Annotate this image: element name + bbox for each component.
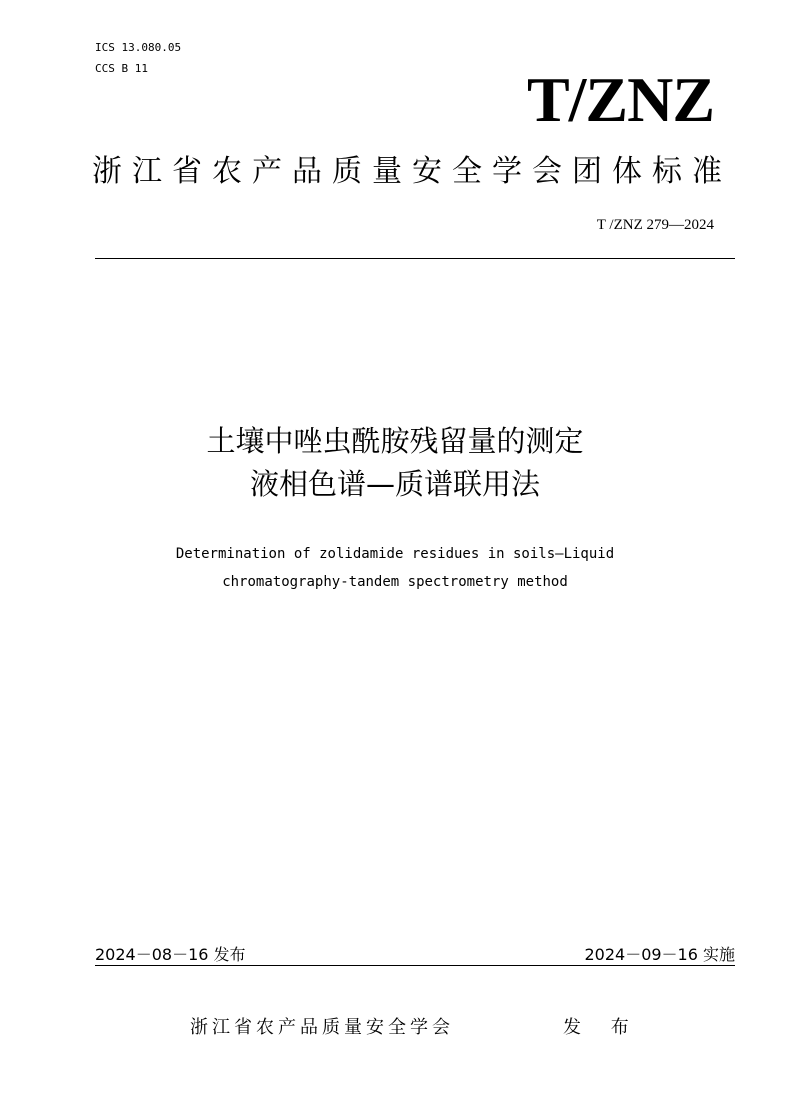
publish-label: 发 布	[563, 1017, 641, 1038]
publish-date: 2024－08－16 发布	[95, 945, 246, 964]
standard-logo: T/ZNZ	[526, 64, 714, 135]
bottom-divider	[95, 965, 735, 966]
english-title-line-2: chromatography-tandem spectrometry method	[222, 574, 568, 590]
standard-number: T /ZNZ 279—2024	[596, 217, 714, 233]
ccs-code: CCS B 11	[95, 62, 148, 75]
publisher-name: 浙江省农产品质量安全学会	[190, 1017, 454, 1038]
chinese-title-line-1: 土壤中唑虫酰胺残留量的测定	[206, 424, 584, 458]
chinese-title-line-2: 液相色谱—质谱联用法	[249, 467, 540, 501]
chinese-title	[95, 420, 695, 506]
ics-code: ICS 13.080.05	[95, 41, 182, 54]
english-title	[95, 540, 695, 596]
top-divider	[95, 258, 735, 259]
implement-date: 2024－09－16 实施	[584, 945, 735, 964]
english-title-line-1: Determination of zolidamide residues in soils—Liquid	[175, 546, 615, 562]
organization-standard-title: 浙江省农产品质量安全学会团体标准	[92, 154, 732, 189]
